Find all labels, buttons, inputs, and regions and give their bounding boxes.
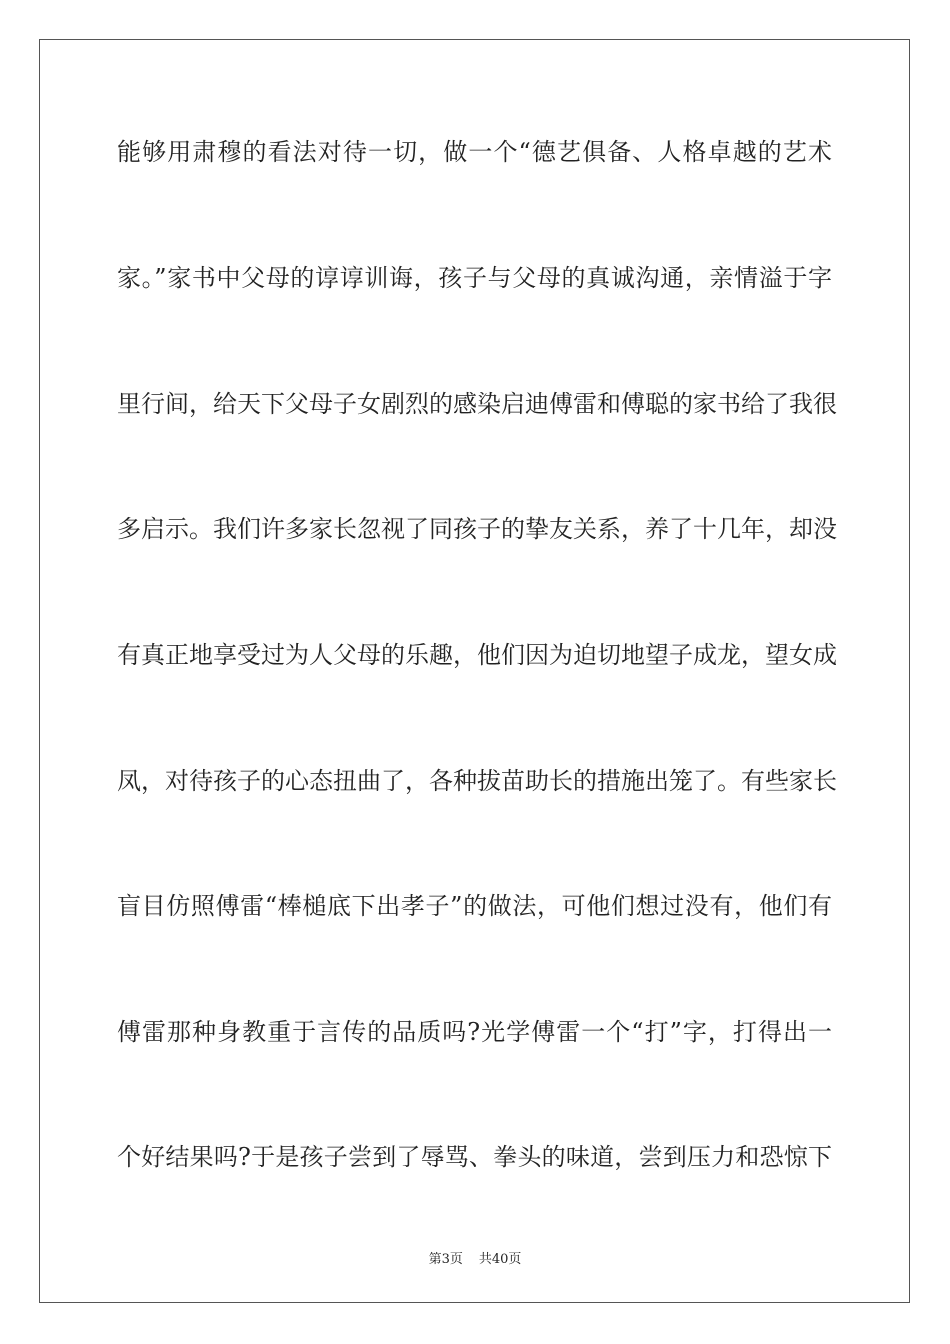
body-text-line-5: 有真正地享受过为人父母的乐趣，他们因为迫切地望子成龙，望女成 [117,641,837,669]
body-text-line-4: 多启示。我们许多家长忽视了同孩子的挚友关系，养了十几年，却没 [117,515,837,543]
body-text-line-9: 个好结果吗?于是孩子尝到了辱骂、拳头的味道，尝到压力和恐惊下 [117,1143,832,1171]
page-number: 第3页 [428,1252,463,1267]
body-text-line-7: 盲目仿照傅雷“棒槌底下出孝子”的做法，可他们想过没有，他们有 [117,892,832,920]
body-text-line-1: 能够用肃穆的看法对待一切，做一个“德艺俱备、人格卓越的艺术 [117,138,832,166]
page-footer [0,1248,950,1267]
page-border [39,39,910,1303]
body-text-line-2: 家。”家书中父母的谆谆训诲，孩子与父母的真诚沟通，亲情溢于字 [117,264,832,292]
body-text-line-6: 凤，对待孩子的心态扭曲了，各种拔苗助长的措施出笼了。有些家长 [117,767,837,795]
body-text-line-8: 傅雷那种身教重于言传的品质吗?光学傅雷一个“打”字，打得出一 [117,1018,832,1046]
page-total: 共40页 [478,1252,522,1267]
body-text-line-3: 里行间，给天下父母子女剧烈的感染启迪傅雷和傅聪的家书给了我很 [117,390,837,418]
